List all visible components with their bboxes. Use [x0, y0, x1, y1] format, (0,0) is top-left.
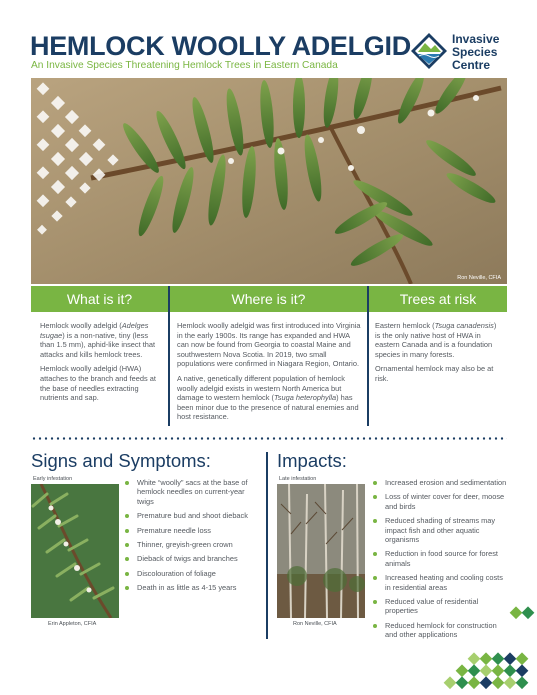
what-text: [40, 321, 162, 408]
hero-photo: [31, 78, 507, 284]
logo-line-1: Invasive: [452, 32, 500, 46]
where-text: [177, 321, 361, 427]
what-heading: What is it?: [31, 286, 168, 312]
list-item: Reduced hemlock for construction and other applications: [373, 621, 507, 640]
early-infestation-photo: [31, 484, 119, 618]
list-item: Dieback of twigs and branches: [125, 554, 263, 563]
signs-heading: Signs and Symptoms:: [31, 450, 211, 471]
list-item: Increased erosion and sedimentation: [373, 478, 507, 487]
where-heading: Where is it?: [170, 286, 367, 312]
early-photo-credit: Erin Appleton, CFIA: [48, 621, 97, 627]
list-item: Discolouration of foliage: [125, 569, 263, 578]
decorative-diamonds: [440, 600, 537, 695]
trees-heading: Trees at risk: [369, 286, 507, 312]
where-paragraph-1: Hemlock woolly adelgid was first introduced into Virginia in the early 1900s. Its range has expanded and HWA can now be found from Georgia to coastal Maine and southwestern Nova Scotia. In 2019, two small populations were confirmed in Niagara Region, Ontario.: [177, 321, 361, 369]
list-item: Reduced shading of streams may impact fish and other aquatic organisms: [373, 516, 507, 544]
trees-paragraph-2: Ornamental hemlock may also be at risk.: [375, 364, 494, 383]
impacts-heading: Impacts:: [277, 450, 347, 471]
column-divider: [367, 286, 369, 426]
signs-list: [125, 478, 263, 598]
logo-mark-icon: [410, 32, 448, 70]
list-item: Reduced value of residential properties: [373, 597, 507, 616]
list-item: White “woolly” sacs at the base of hemlock needles on current-year twigs: [125, 478, 263, 506]
what-paragraph-1: Hemlock woolly adelgid (Adelges tsugae) is a non-native, tiny (less than 1.5 mm), aphid-like insect that attacks and kills hemlock trees.: [40, 321, 156, 359]
trees-text: [375, 321, 501, 389]
trees-paragraph-1: Eastern hemlock (Tsuga canadensis) is the only native host of HWA in eastern Canada and is a foundation species in many forests.: [375, 321, 497, 359]
list-item: Premature bud and shoot dieback: [125, 511, 263, 520]
page-title: HEMLOCK WOOLLY ADELGID: [30, 31, 411, 61]
list-item: Loss of winter cover for deer, moose and birds: [373, 492, 507, 511]
what-paragraph-2: Hemlock woolly adelgid (HWA) attaches to the branch and feeds at the base of needles extracting nutrients and sap.: [40, 364, 156, 403]
logo-line-2: Species: [452, 45, 498, 59]
hero-photo-credit: Ron Neville, CFIA: [457, 275, 501, 281]
list-item: Increased heating and cooling costs in residential areas: [373, 573, 507, 592]
late-infestation-label: Late infestation: [279, 476, 317, 482]
where-paragraph-2: A native, genetically different population of hemlock woolly adelgid exists in western North America but damage to western hemlock (Tsuga heterophylla) has been minor due to the presence of natural enemies and host resistance.: [177, 373, 359, 422]
dotted-divider: [31, 437, 507, 440]
list-item: Thinner, greyish-green crown: [125, 540, 263, 549]
logo-wordmark: [452, 33, 499, 72]
list-item: Premature needle loss: [125, 526, 263, 535]
column-divider: [168, 286, 170, 426]
late-infestation-photo: [277, 484, 365, 618]
isc-logo: [410, 30, 520, 72]
page-subtitle: An Invasive Species Threatening Hemlock Trees in Eastern Canada: [31, 60, 338, 71]
section-divider: [266, 452, 268, 639]
late-photo-credit: Ron Neville, CFIA: [293, 621, 337, 627]
list-item: Death in as little as 4-15 years: [125, 583, 263, 592]
early-infestation-label: Early infestation: [33, 476, 73, 482]
list-item: Reduction in food source for forest animals: [373, 549, 507, 568]
logo-line-3: Centre: [452, 58, 491, 72]
